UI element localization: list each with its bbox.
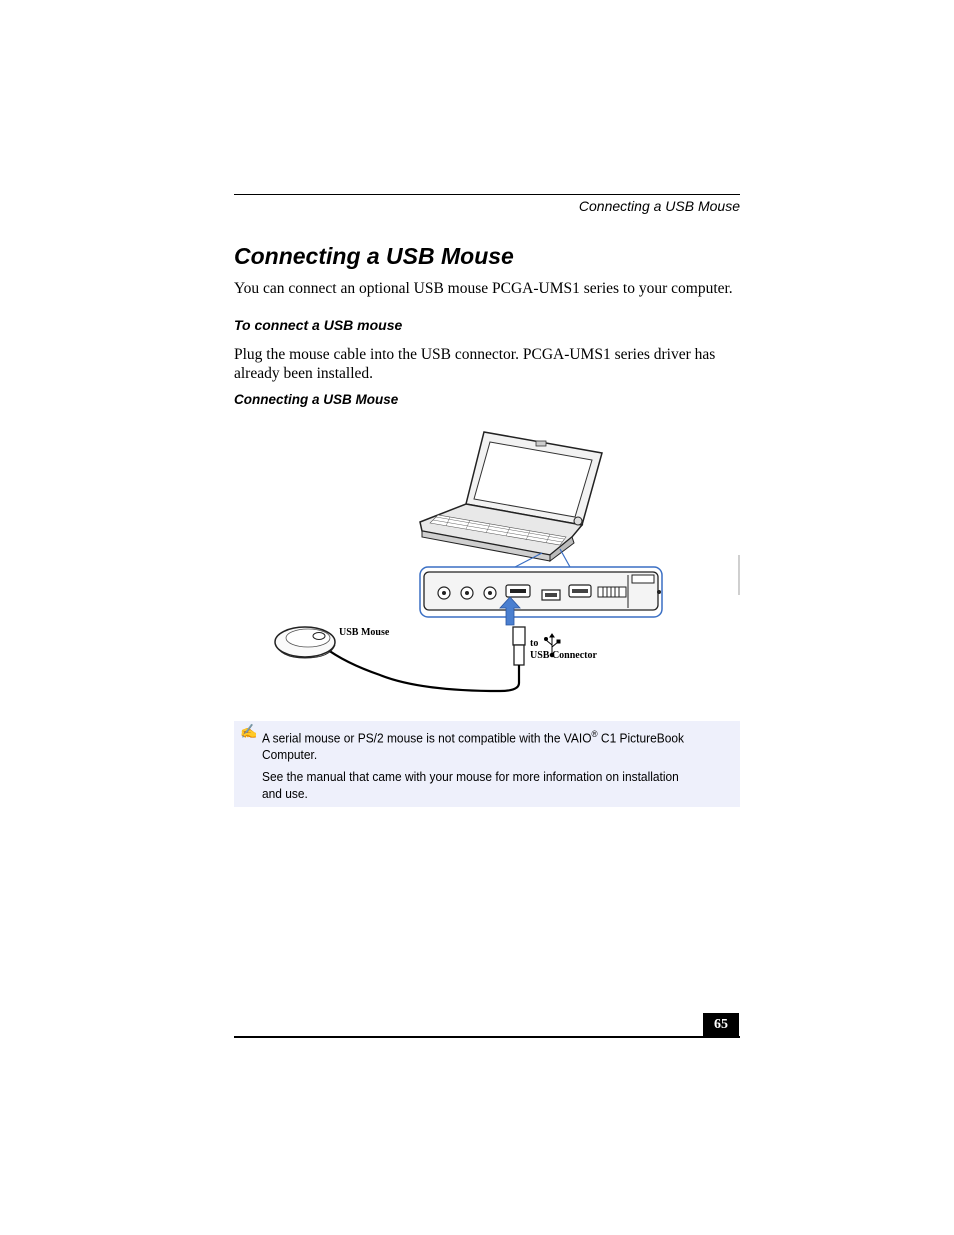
usb-plug [513, 627, 525, 665]
note-compatibility [262, 726, 685, 763]
intro-paragraph: You can connect an optional USB mouse PCGA-UMS1 series to your computer. [234, 280, 733, 297]
section-title: Connecting a USB Mouse [234, 243, 514, 269]
note-box [234, 721, 740, 807]
to-label: to [530, 638, 539, 649]
note-manual: See the manual that came with your mouse for more information on installation and use. [262, 769, 679, 801]
procedure-text: Plug the mouse cable into the USB connector. PCGA-UMS1 series driver has already been installed. [234, 346, 716, 382]
usb-mouse-label: USB Mouse [339, 627, 390, 638]
registered-mark: ® [591, 729, 598, 739]
laptop-icon [420, 432, 602, 561]
laptop-mouse-diagram [270, 425, 750, 700]
note-text-part: C1 PictureBook Computer. [262, 730, 685, 763]
mouse-icon [275, 627, 335, 658]
running-head: Connecting a USB Mouse [578, 198, 740, 214]
note-text-part: A serial mouse or PS/2 mouse is not compatible with the VAIO [262, 730, 592, 746]
usb-connector-label: USB Connector [530, 650, 597, 661]
usb-mouse-illustration [270, 425, 750, 700]
pencil-note-icon: ✍ [240, 725, 258, 740]
figure-caption: Connecting a USB Mouse [234, 392, 399, 407]
footer-rule [234, 1036, 740, 1038]
header-rule [234, 194, 740, 195]
page-number: 65 [703, 1013, 739, 1036]
procedure-heading: To connect a USB mouse [234, 317, 403, 333]
port-panel [420, 567, 662, 617]
